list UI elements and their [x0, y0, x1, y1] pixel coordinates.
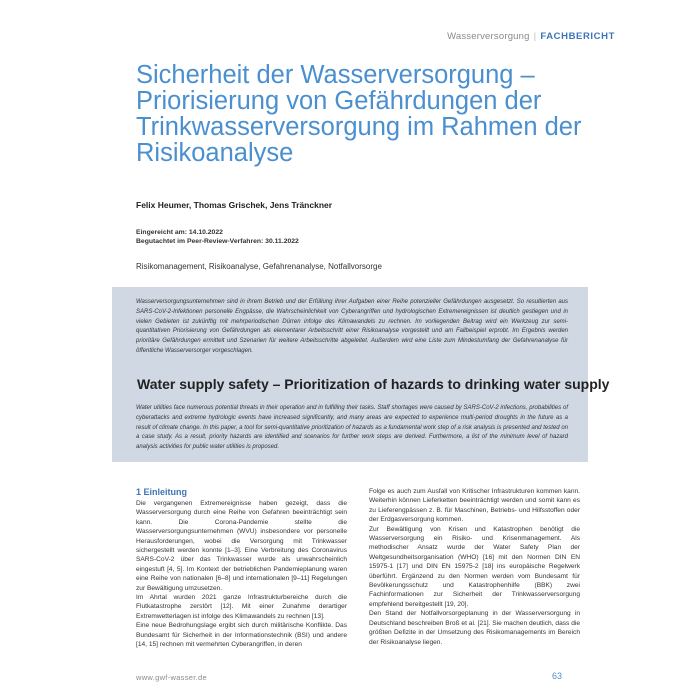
running-header — [447, 31, 615, 42]
body-column-right — [369, 487, 580, 647]
article-authors: Felix Heumer, Thomas Grischek, Jens Tränckner — [136, 200, 333, 210]
footer-url[interactable]: www.gwf-wasser.de — [136, 673, 207, 682]
abstract-english: Water utilities face numerous potential threats in their operation and in fulfilling their tasks. Staff shortages were caused by SARS-CoV-2 infections, probabilities of cyberattacks and extreme hydrologic events have increased significantly, and many areas are expected to experience multi-period droughts in the future as a result of climate change. In this paper, a tool for semi-quantitative prioritization of hazards as a fundamental work step of a risk analysis is presented and tested on a case study. As a result, priority hazards are identified and scenarios for further work steps are derived. Furthermore, a list of the minimum level of hazard analysis activities for public water utilities is proposed. — [136, 405, 568, 451]
header-separator: | — [533, 31, 537, 42]
english-title: Water supply safety – Prioritization of hazards to drinking water supply — [137, 376, 610, 392]
abstract-box — [112, 287, 610, 462]
header-section: Wasserversorgung — [447, 31, 530, 42]
section-heading: 1 Einleitung — [136, 487, 188, 497]
header-category: FACHBERICHT — [540, 31, 615, 42]
abstract-german: Wasserversorgungsunternehmen sind in ihrem Betrieb und der Erfüllung ihrer Aufgaben einer Reihe potenzieller Gefährdungen ausgesetzt. So resultierten aus SARS-CoV-2-Infektionen personelle Engpässe, die Wahrscheinlichkeit von Cyberangriffen und hydrologischen Extremereignissen ist deutlich gestiegen und in vielen Gebieten ist zukünftig mit mehrperiodischen Dürren infolge des Klimawandels zu rechnen. Im vorliegenden Beitrag wird ein Werkzeug zur semi-quantitativen Priorisierung von Gefährdungen als elementarer Arbeitsschritt einer Risikoanalyse vorgestellt und am Fallbeispiel erprobt. Im Ergebnis werden prioritäre Gefährdungen ermittelt und Szenarien für weitere Arbeitsschritte abgeleitet. Außerdem wird eine Liste zum Mindestumfang der Gefahrenanalyse für öffentliche Wasserversorger vorgeschlagen. — [136, 299, 568, 354]
body-paragraph: Den Stand der Notfallvorsorgeplanung in der Wasserversorgung in Deutschland beschreiben Broß et al. [21]. Sie machen deutlich, dass die größten Defizite in der Umsetzung des Risikomanagements im Bereich der Risikoanalyse liegen. — [369, 610, 580, 646]
body-paragraph: Eine neue Bedrohungslage ergibt sich durch militärische Konflikte. Das Bundesamt für Sicherheit in der Informationstechnik (BSI) und andere [14, 15] rechnen mit vermehrten Cyberangriffen, in deren — [136, 622, 347, 649]
keywords: Risikomanagement, Risikoanalyse, Gefahrenanalyse, Notfallvorsorge — [136, 262, 382, 271]
reviewed-date: Begutachtet im Peer-Review-Verfahren: 30.11.2022 — [136, 238, 299, 245]
page-number: 63 — [552, 671, 563, 681]
body-column-left — [136, 487, 347, 650]
body-paragraph: Folge es auch zum Ausfall von Kritischer Infrastrukturen kommen kann. Weiterhin können Lieferketten beeinträchtigt werden und somit kann es zu Lieferengpässen z. B. für Maschinen, Betriebs- und Hilfsstoffen oder der Erdgasversorgung kommen. — [369, 488, 580, 524]
body-paragraph: Zur Bewältigung von Krisen und Katastrophen benötigt die Wasserversorgung ein Risiko- und Krisenmanagement. Als methodischer Ansatz wurde der Water Safety Plan der Weltgesundheitsorganisation (WHO) [16] mit den Normen DIN EN 15975-1 [17] und DIN EN 15975-2 [18] ins europäische Regelwerk überführt. Ergänzend zu den Normen werden vom Bundesamt für Bevölkerungsschutz und Katastrophenhilfe (BBK) zwei Fachinformationen zur Sicherheit der Trinkwasserversorgung empfehlend bereitgestellt [19, 20]. — [369, 525, 580, 608]
body-paragraph: Die vergangenen Extremereignisse haben gezeigt, dass die Wasserversorgung durch eine Reihe von Gefahren beeinträchtigt sein kann. Die Corona-Pandemie stellte die Wasserversorgungsunternehmen (WVU) insbesondere vor personelle Herausforderungen, wobei die Versorgung mit Trinkwasser sichergestellt werden konnte [1–3]. Eine Verbreitung des Coronavirus SARS-CoV-2 über das Trinkwasser wurde als unwahrscheinlich eingestuft [4, 5]. Im Kontext der betrieblichen Pandemieplanung waren eine Reihe von nationalen [6–8] und internationalen [9–11] Regelungen zur Bewältigung umzusetzen. — [136, 500, 347, 592]
received-date: Eingereicht am: 14.10.2022 — [136, 229, 223, 236]
submission-dates — [136, 228, 299, 246]
body-paragraph: Im Ahrtal wurden 2021 ganze Infrastrukturbereiche durch die Flutkatastrophe zerstört [12]. Mit einer Zunahme derartiger Extremwetterlagen ist infolge des Klimawandels zu rechnen [13]. — [136, 594, 347, 620]
article-title: Sicherheit der Wasserversorgung – Priorisierung von Gefährdungen der Trinkwasserversorgung im Rahmen der Risikoanalyse — [136, 61, 582, 167]
